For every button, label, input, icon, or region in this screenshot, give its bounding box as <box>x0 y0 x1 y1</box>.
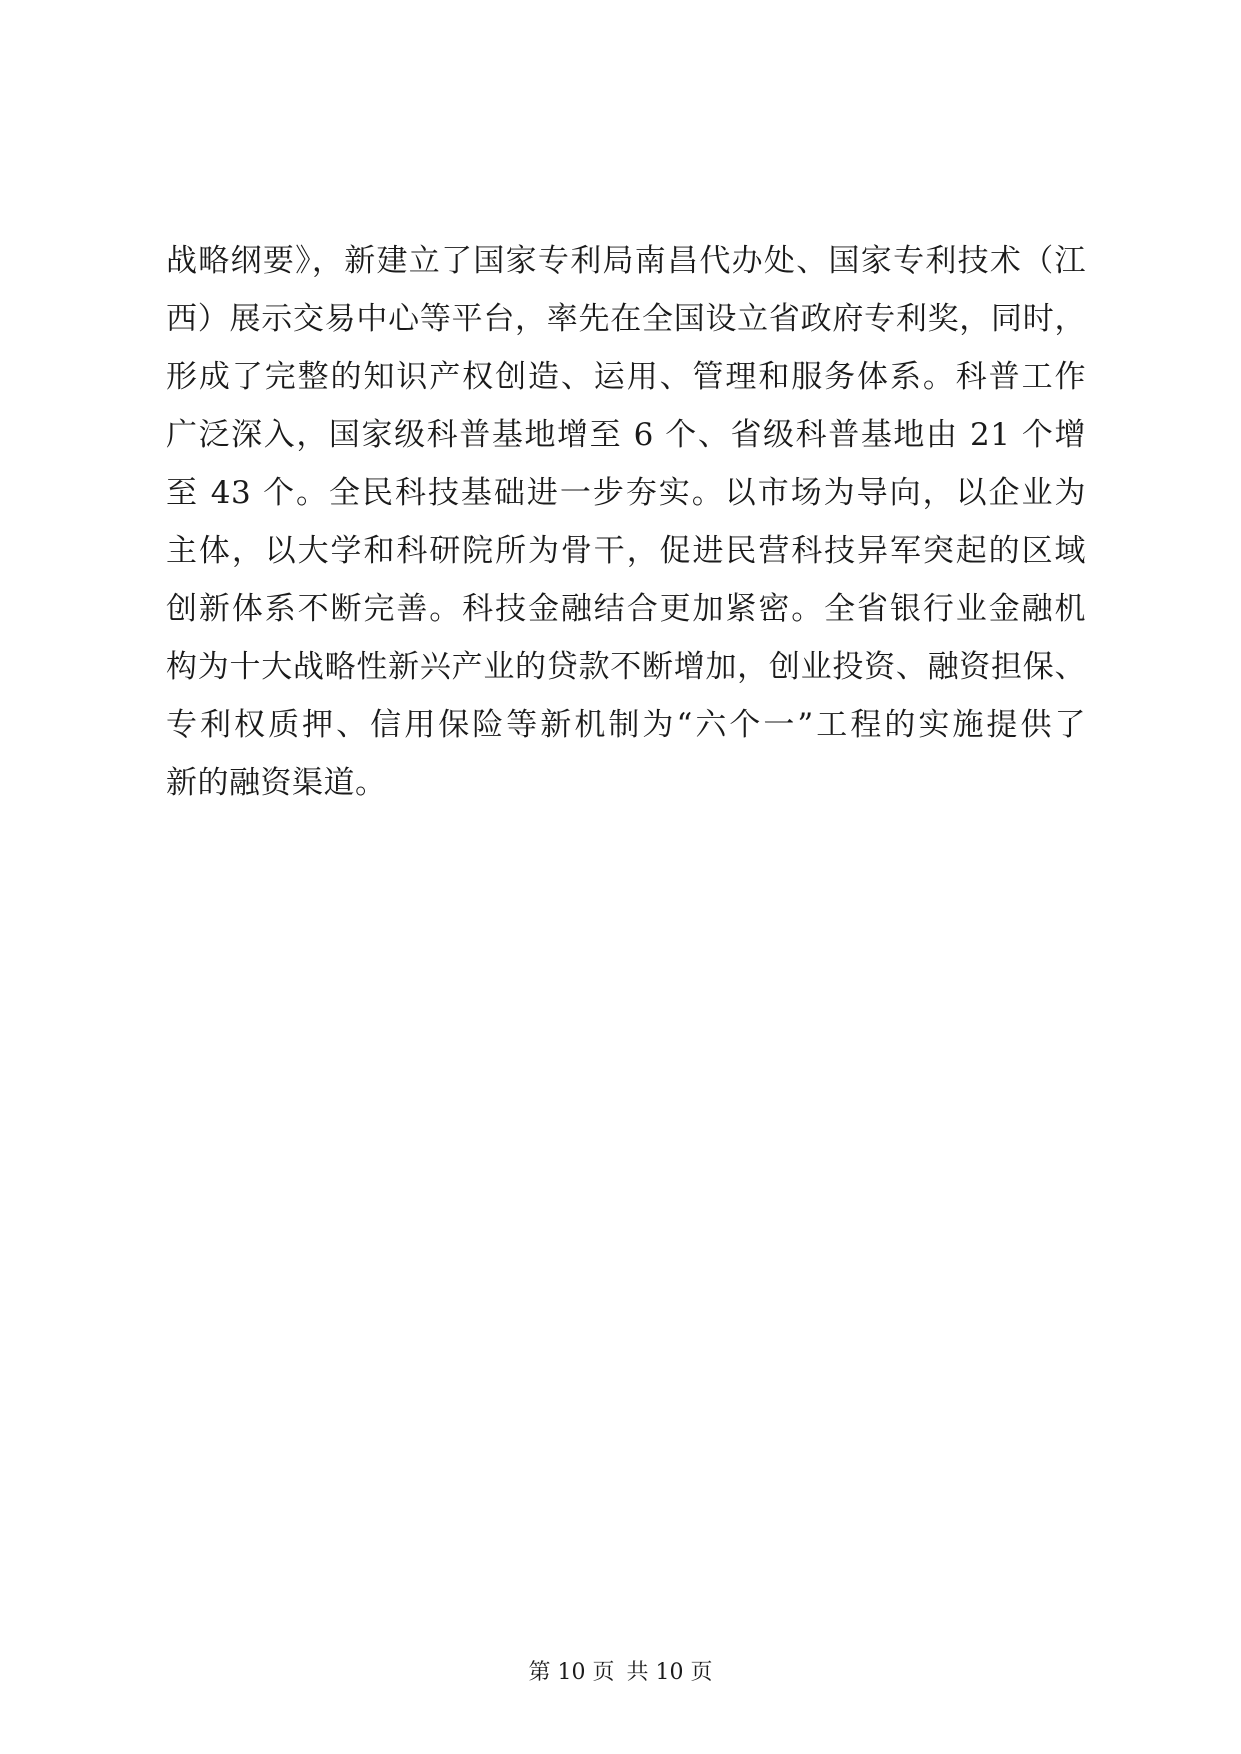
text-line: 广泛深入，国家级科普基地增至 6 个、省级科普基地由 21 个增 <box>166 417 1086 453</box>
page-total: 共 10 页 <box>626 1660 713 1685</box>
text-line-last: 新的融资渠道。 <box>166 765 387 801</box>
text-line: 形成了完整的知识产权创造、运用、管理和服务体系。科普工作 <box>166 359 1086 395</box>
text-line: 专利权质押、信用保险等新机制为“六个一”工程的实施提供了 <box>166 707 1086 743</box>
text-line: 至 43 个。全民科技基础进一步夯实。以市场为导向，以企业为 <box>166 475 1086 511</box>
page-number: 第 10 页 <box>528 1660 615 1685</box>
text-line: 主体，以大学和科研院所为骨干，促进民营科技异军突起的区域 <box>166 533 1086 569</box>
text-line: 构为十大战略性新兴产业的贷款不断增加，创业投资、融资担保、 <box>166 649 1086 685</box>
text-line: 西）展示交易中心等平台，率先在全国设立省政府专利奖，同时， <box>166 301 1086 337</box>
page-footer <box>0 1658 1241 1688</box>
text-line: 创新体系不断完善。科技金融结合更加紧密。全省银行业金融机 <box>166 591 1086 627</box>
text-line: 战略纲要》，新建立了国家专利局南昌代办处、国家专利技术（江 <box>166 243 1086 279</box>
body-paragraph <box>166 232 1086 812</box>
